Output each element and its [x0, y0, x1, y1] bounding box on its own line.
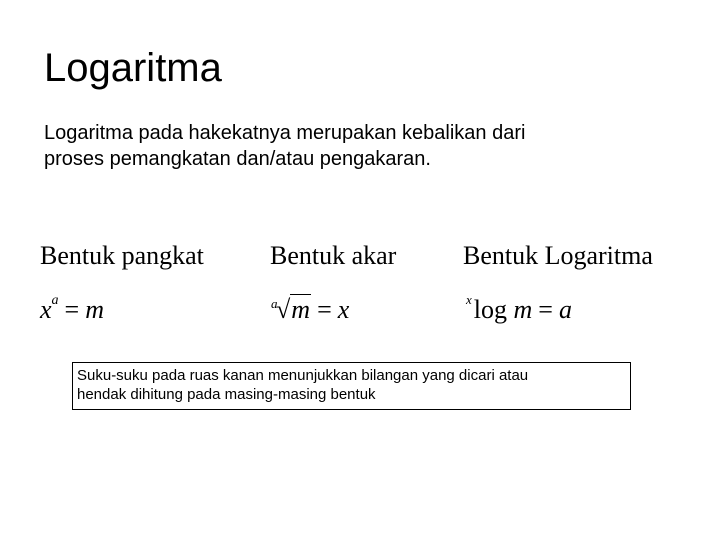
heading-bentuk-logaritma: Bentuk Logaritma: [463, 241, 653, 270]
heading-bentuk-akar: Bentuk akar: [270, 241, 397, 270]
formula-akar-index: a: [271, 296, 278, 311]
formula-logaritma-base: x: [466, 292, 472, 307]
formula-logaritma: [466, 290, 572, 330]
note-line-2: hendak dihitung pada masing-masing bentuk: [77, 386, 376, 403]
note-box: [72, 362, 631, 410]
formula-logaritma-equals: =: [538, 295, 553, 324]
formula-pangkat-base: x: [40, 295, 52, 324]
heading-bentuk-pangkat: Bentuk pangkat: [40, 241, 204, 270]
formula-logaritma-log: log: [473, 295, 508, 324]
formula-logaritma-rhs: a: [558, 295, 572, 324]
formula-akar-rhs: x: [337, 295, 350, 324]
intro-line-2: proses pemangkatan dan/atau pengakaran.: [44, 148, 431, 170]
intro-line-1: Logaritma pada hakekatnya merupakan kebalikan dari: [44, 122, 526, 144]
slide-title: Logaritma: [44, 46, 222, 90]
intro-paragraph: [44, 120, 684, 172]
formula-pangkat-equals: =: [64, 295, 80, 324]
formula-akar: [272, 290, 349, 330]
formula-akar-radical: [272, 290, 311, 330]
formula-pangkat-rhs: m: [85, 295, 104, 324]
radical-sign-icon: √: [276, 295, 291, 324]
formula-pangkat: [40, 290, 104, 330]
formula-logaritma-argument: m: [513, 295, 533, 324]
formula-akar-equals: =: [317, 295, 332, 324]
formula-akar-radicand: m: [291, 295, 311, 324]
formula-pangkat-exponent: a: [51, 293, 59, 308]
note-line-1: Suku-suku pada ruas kanan menunjukkan bilangan yang dicari atau: [77, 367, 529, 384]
